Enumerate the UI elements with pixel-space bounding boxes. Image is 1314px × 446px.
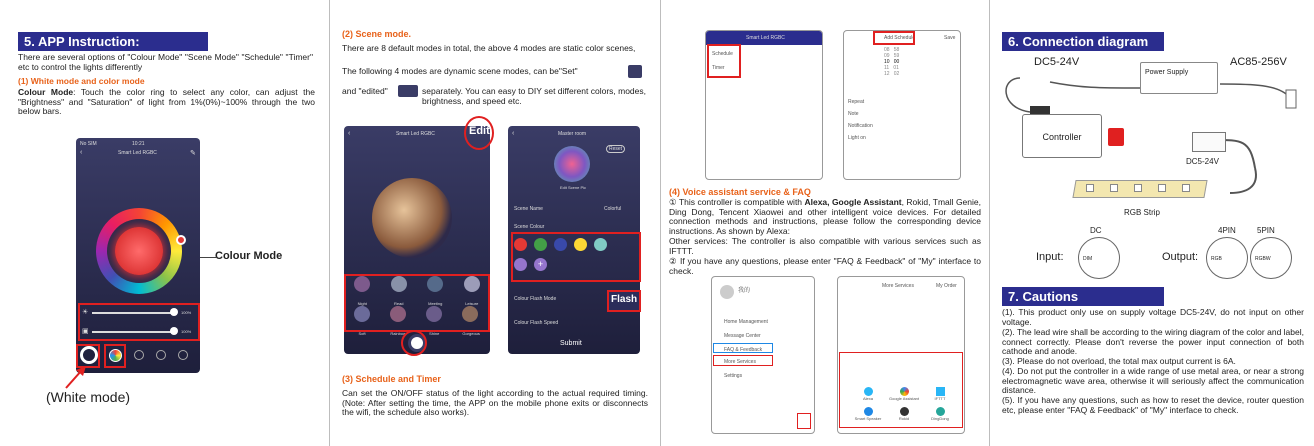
music-tab-icon[interactable] (156, 350, 166, 360)
controller-box (1022, 114, 1102, 158)
scene-name: Gorgeous (462, 331, 480, 336)
schedule-highlight (707, 44, 741, 78)
add-colour-icon[interactable]: + (534, 258, 547, 271)
hour: 11 (884, 65, 890, 71)
scene-name: Read (393, 301, 404, 306)
flash-label[interactable]: Flash (611, 294, 638, 305)
scene-name: Soft (358, 331, 366, 336)
red-arrow-icon (60, 364, 90, 390)
edit-scene-pic-label: Edit Scene Pic (560, 185, 587, 190)
hour: 08 (884, 47, 890, 53)
flash-speed-label: Colour Flash Speed (514, 320, 559, 326)
service-label: Alexa (862, 396, 873, 401)
sliders-highlight (78, 303, 200, 341)
dim-connector-icon (1078, 237, 1120, 279)
hour: 12 (884, 71, 890, 77)
timer-item[interactable]: Timer (712, 65, 725, 71)
color-preview-dot (115, 227, 163, 275)
subhead-scene-mode: (2) Scene mode. (342, 29, 412, 39)
pin4-label: 4PIN (1218, 226, 1236, 235)
voice-b: , Rokid, Tmall Genie, Ding Dong, Tencent Xiaowei and other intelligent voice devices. For detailed connection methods and instructions, please follow the corresponding device instructions. As shown by Alexa: (669, 197, 981, 236)
palette-highlight (104, 344, 126, 368)
hour: 09 (884, 53, 890, 59)
scene-name: Rainbow (390, 331, 406, 336)
column-scene-mode (330, 0, 660, 446)
led-chip (1134, 184, 1142, 192)
edit-icon (398, 85, 418, 97)
dc-jack-icon (1030, 106, 1050, 114)
pin5-label: 5PIN (1257, 226, 1275, 235)
brightness-pct: 100% (181, 310, 192, 315)
minute: 02 (893, 71, 900, 77)
schedule-item[interactable]: Schedule (712, 51, 733, 57)
edit-label[interactable]: Edit (469, 125, 490, 137)
column-app-instruction (0, 0, 329, 446)
service-label: Google Assistant (888, 396, 920, 401)
services-title: More Services (882, 283, 914, 289)
minute: 58 (893, 47, 900, 53)
phone-title: Smart Led RGBC (746, 35, 785, 41)
section-banner: 6. Connection diagram (1002, 32, 1164, 51)
scene-name: Night (357, 301, 367, 306)
voice-text-3: ② If you have any questions, please enter "FAQ & Feedback" of "My" interface to check. (669, 256, 981, 276)
controller-label: Controller (1042, 132, 1082, 142)
colour-mode-desc: : Touch the color ring to select any color, can adjust the "Brightness" and "Saturation" of light from 1%(0%)~100% through the two below bars. (18, 87, 315, 117)
pencil-icon[interactable]: ✎ (190, 150, 196, 157)
me-item[interactable]: Settings (724, 373, 743, 379)
rgb-connector-icon (1108, 128, 1124, 146)
output-label: Output: (1162, 251, 1199, 263)
caution-2: (2). The lead wire shall be according to the wiring diagram of the color and label, connect correctly. Please don't reverse the power input connection of both cathode and anode. (1002, 327, 1304, 357)
brightness-icon: ☀ (82, 309, 89, 316)
title-highlight (873, 31, 915, 45)
services-tab[interactable]: My Order (936, 283, 957, 289)
intro-text: There are several options of "Colour Mode" "Scene Mode" "Schedule" "Timer" etc to control the lights differently (18, 52, 313, 72)
minute: 01 (893, 65, 899, 71)
phone-title: Master room (558, 131, 587, 137)
minute: 59 (893, 53, 900, 59)
led-chip (1110, 184, 1118, 192)
subhead-voice: (4) Voice assistant service & FAQ (669, 187, 811, 197)
scene-list-highlight (344, 274, 490, 332)
me-tab-highlight (797, 413, 811, 429)
caution-5: (5). If you have any questions, such as how to reset the device, router question etc, please enter "FAQ & Feedback" of "My" interface to check. (1002, 395, 1304, 415)
caution-4: (4). Do not put the controller in a wide range of use metal area, or near a strong electromagnetic wave area, otherwise it will seriously affect the communication distance. (1002, 366, 1304, 396)
phone-title: Add Schedule (884, 35, 916, 41)
me-item[interactable]: Message Center (724, 333, 761, 339)
status-time: 10:21 (132, 141, 145, 147)
phone-title: Smart Led RGBC (118, 150, 157, 156)
service-label: IFTTT (934, 396, 946, 401)
led-chip (1182, 184, 1190, 192)
submit-button[interactable]: Submit (560, 340, 582, 347)
scene-tab-icon[interactable] (134, 350, 144, 360)
section-banner: 5. APP Instruction: (18, 32, 208, 51)
scene-text-a: There are 8 default modes in total, the above 4 modes are static color scenes, (342, 43, 636, 53)
saturation-pct: 100% (181, 329, 192, 334)
color-ring-handle[interactable] (176, 235, 186, 245)
dim-label: DIM (1083, 256, 1093, 262)
time-row-4 (884, 71, 924, 77)
scene-name: Shine (429, 331, 440, 336)
time-picker[interactable] (884, 47, 924, 77)
me-item[interactable]: FAQ & Feedback (724, 347, 763, 353)
repeat-label[interactable]: Repeat (848, 99, 865, 105)
input-label: Input: (1036, 251, 1064, 263)
scene-colour-label: Scene Colour (514, 224, 545, 230)
dc-pin-label: DC (1090, 226, 1102, 235)
me-title: 我的 (738, 288, 751, 294)
led-chip (1086, 184, 1094, 192)
caution-1: (1). This product only use on supply voltage DC5-24V, do not input on other voltage. (1002, 307, 1304, 327)
notification-label[interactable]: Notification (848, 123, 873, 129)
save-button[interactable]: Save (944, 35, 956, 41)
colour-mode-bold: Colour Mode (18, 87, 74, 97)
flash-mode-label: Colour Flash Mode (514, 296, 557, 302)
scene-name: Meeting (428, 301, 443, 306)
scene-text-b: The following 4 modes are dynamic scene modes, can be"Set" (342, 66, 578, 76)
subhead-schedule: (3) Schedule and Timer (342, 374, 441, 384)
scene-picture[interactable] (554, 146, 590, 182)
scene-tab-highlight (401, 330, 427, 356)
more-tab-icon[interactable] (178, 350, 188, 360)
scene-text-d: separately. You can easy to DIY set different colors, modes, brightness, and speed etc. (422, 86, 646, 106)
power-supply-label: Power Supply (1145, 69, 1189, 76)
phone-add-schedule (843, 30, 961, 180)
services-highlight (839, 352, 963, 428)
saturation-icon: ▣ (82, 328, 89, 335)
hour: 10 (884, 59, 890, 65)
voice-a: ① This controller is compatible with (669, 197, 805, 207)
colour-mode-text (18, 88, 315, 117)
callout-line (200, 257, 216, 258)
rgb-pin-icon (1206, 237, 1248, 279)
scene-name-value[interactable]: Colorful (604, 206, 622, 212)
section-banner: 7. Cautions (1002, 287, 1164, 306)
scene-name: Leisure (465, 301, 479, 306)
more-services-highlight (713, 355, 773, 366)
column-voice-faq (661, 0, 989, 446)
service-label: Rokid (898, 416, 910, 421)
voice-bold: Alexa, Google Assistant (804, 197, 902, 207)
caution-3: (3). Please do not overload, the total max output current is 6A. (1002, 356, 1236, 366)
dc2-label: DC5-24V (1186, 157, 1219, 166)
reset-button[interactable]: Reset (606, 145, 625, 153)
rgb-strip-label: RGB Strip (1124, 208, 1161, 217)
service-label: Smart Speaker (854, 416, 882, 421)
scene-photo (372, 178, 452, 258)
subhead-white-mode: (1) White mode and color mode (18, 76, 145, 86)
dc-label: DC5-24V (1034, 56, 1080, 68)
plug-icon (1286, 90, 1296, 108)
voice-text-2: Other services: The controller is also compatible with various services such as IFTTT. (669, 236, 981, 256)
status-carrier: No SIM (80, 141, 97, 147)
back-chevron-icon[interactable]: ‹ (512, 130, 515, 137)
column-connection (990, 0, 1314, 446)
faq-highlight (713, 343, 773, 353)
scene-name-label: Scene Name (514, 206, 543, 212)
back-chevron-icon[interactable]: ‹ (80, 149, 83, 156)
rgbw-pin-icon (1250, 237, 1292, 279)
minute: 00 (893, 59, 900, 65)
me-item[interactable]: Home Management (724, 319, 768, 325)
voice-text-1 (669, 198, 981, 236)
back-chevron-icon[interactable]: ‹ (348, 130, 351, 137)
ac-label: AC85-256V (1230, 56, 1287, 68)
white-mode-label: (White mode) (46, 389, 131, 405)
service-label: DingDong (931, 416, 949, 421)
light-on-label[interactable]: Light on (848, 135, 866, 141)
rgbw-label: RGBW (1255, 256, 1271, 262)
avatar[interactable] (720, 285, 734, 299)
phone-title: Smart Led RGBC (396, 131, 435, 137)
dc-connector-icon (1192, 132, 1226, 152)
led-chip (1158, 184, 1166, 192)
note-label[interactable]: Note (848, 111, 859, 117)
schedule-text: Can set the ON/OFF status of the light according to the actual required timing. (Note: After setting the time, the APP on the mobile phone exits or disconnects the wifi, the schedule also works). (342, 388, 648, 418)
scene-text-c: and "edited" (342, 86, 388, 96)
swatch-highlight (511, 232, 641, 282)
me-item[interactable]: More Services (724, 359, 756, 365)
rgb-label: RGB (1211, 256, 1222, 262)
colour-mode-label: Colour Mode (215, 250, 283, 262)
set-icon (628, 65, 642, 78)
